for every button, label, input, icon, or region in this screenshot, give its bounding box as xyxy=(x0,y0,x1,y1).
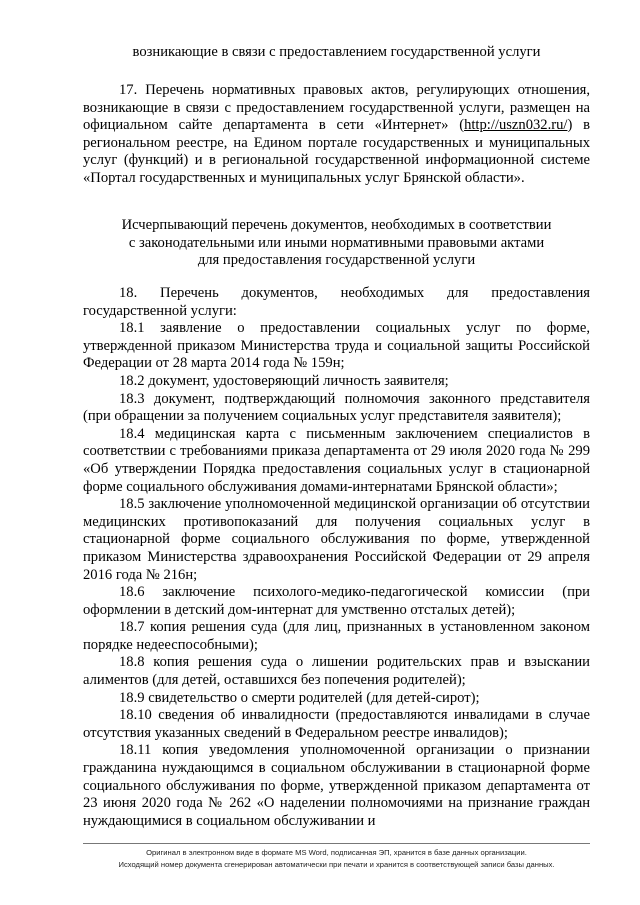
list-item: 18.9 свидетельство о смерти родителей (для детей-сирот); xyxy=(119,689,480,706)
footer-line-1: Оригинал в электронном виде в формате MS Word, подписанная ЭП, хранится в базе данных организации. xyxy=(146,848,527,857)
section-heading-line-2: с законодательными или иными нормативными правовыми актами xyxy=(128,234,545,251)
site-link[interactable]: http://uszn032.ru/ xyxy=(464,117,568,134)
list-item: 18. Перечень документов, необходимых для предоставления государственной услуги: xyxy=(83,285,590,319)
documents-list xyxy=(83,285,590,830)
paragraph-17-text-end: ) в региональном реестре, на Едином портале государственных и муниципальных услуг (функций) и в региональной государственной информационной системе «Портал государственных и муниципальных услуг Брянской области». xyxy=(83,117,590,186)
list-item: 18.6 заключение психолого-медико-педагогической комиссии (при оформлении в детский дом-интернат для умственно отсталых детей); xyxy=(83,584,590,618)
list-item: 18.11 копия уведомления уполномоченной организации о признании гражданина нуждающимся в социальном обслуживании в стационарной форме социального обслуживания по форме, утвержденной приказом департамента от 23 июня 2020 года № 262 «О наделении полномочиями на признание граждан нуждающимися в социальном обслуживании и xyxy=(83,742,590,829)
section-heading-line-1: Исчерпывающий перечень документов, необходимых в соответствии xyxy=(121,217,552,233)
page-footer xyxy=(83,847,590,871)
continued-heading-line: возникающие в связи с предоставлением государственной услуги xyxy=(132,44,541,60)
list-item: 18.5 заключение уполномоченной медицинской организации об отсутствии медицинских противопоказаний для получения социальных услуг в стационарной форме социального обслуживания по форме, утвержденной приказом Министерства здравоохранения Российской Федерации от 29 апреля 2016 года № 216н; xyxy=(83,496,590,583)
paragraph-17 xyxy=(83,82,590,188)
footer-divider xyxy=(83,843,590,844)
list-item: 18.4 медицинская карта с письменным заключением специалистов в соответствии с требованиями приказа департамента от 29 июля 2020 года № 299 «Об утверждении Порядка предоставления социальных услуг в стационарной форме социального обслуживания домами-интернатами Брянской области»; xyxy=(83,425,590,495)
list-item: 18.8 копия решения суда о лишении родительских прав и взыскании алиментов (для детей, оставшихся без попечения родителей); xyxy=(83,654,590,689)
section-heading-line-3: для предоставления государственной услуги xyxy=(197,252,476,269)
list-item: 18.3 документ, подтверждающий полномочия законного представителя (при обращении за получением социальных услуг представителя заявителя); xyxy=(83,390,590,425)
list-item: 18.10 сведения об инвалидности (предоставляются инвалидами в случае отсутствия указанных сведений в Федеральном реестре инвалидов); xyxy=(83,707,590,741)
list-item: 18.7 копия решения суда (для лиц, признанных в установленном законом порядке недееспособными); xyxy=(83,619,590,653)
section-heading xyxy=(83,217,590,270)
footer-line-2: Исходящий номер документа сгенерирован автоматически при печати и хранится в соответствующей записи базы данных. xyxy=(118,860,555,869)
paragraph-17-text: 17. Перечень нормативных правовых актов, регулирующих отношения, возникающие в связи с предоставлением государственной услуги, размещен на официальном сайте департамента в сети «Интернет» ( xyxy=(83,82,590,134)
list-item: 18.2 документ, удостоверяющий личность заявителя; xyxy=(119,372,449,389)
list-item: 18.1 заявление о предоставлении социальных услуг по форме, утвержденной приказом Министерства труда и социальной защиты Российской Федерации от 28 марта 2014 года № 159н; xyxy=(83,320,590,372)
